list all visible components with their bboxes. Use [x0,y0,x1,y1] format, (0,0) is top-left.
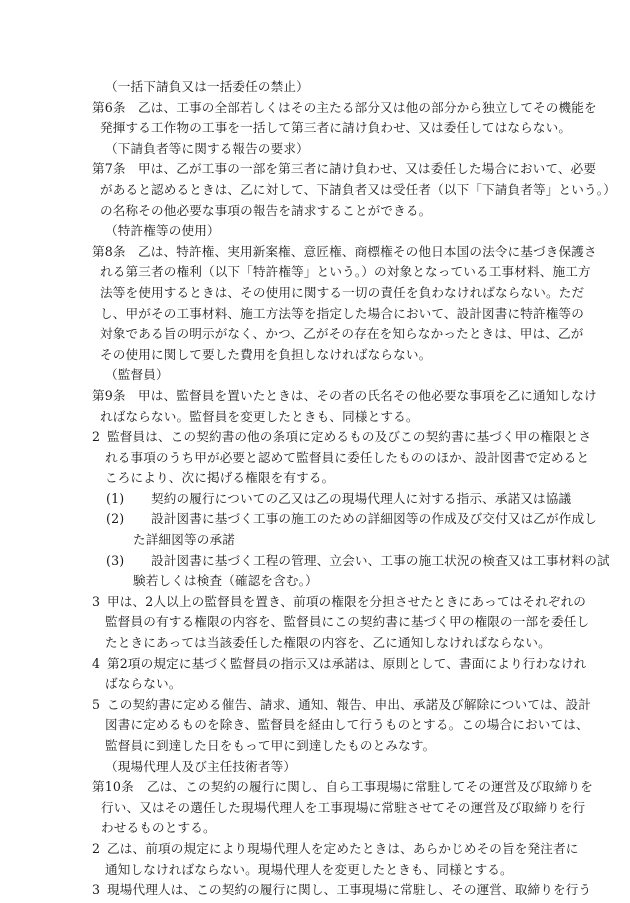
article-8-line: 対象である旨の明示がなく、かつ、乙がその存在を知らなかったときは、甲は、乙が [100,326,584,342]
paragraph-text [107,695,591,757]
article-9-item-1 [92,489,572,510]
article-8-caption: （特許権等の使用） [105,223,220,239]
article-10-paragraph-2 [92,839,579,880]
paragraph-text [107,839,579,880]
paragraph-line: 監督員は、この契約書の他の条項に定めるもの及びこの契約書に基づく甲の権限とさ [107,429,592,445]
paragraph-line: 甲は、2人以上の監督員を置き、前項の権限を分担させたときにあってはそれぞれの [107,593,587,609]
paragraph-line: 現場代理人は、この契約の履行に関し、工事現場に常駐し、その運営、取締りを行う [107,882,592,898]
paragraph-line: 通知しなければならない。現場代理人を変更したときも、同様とする。 [105,861,513,877]
item-number: (1) [106,490,125,506]
article-8-line: 法等を使用するときは、その使用に関する一切の責任を負わなければならない。ただ [100,284,585,300]
item-line: 験若しくは検査（確認を含む。） [133,573,318,589]
article-10-line: 乙は、この契約の履行に関し、自ら工事現場に常駐してその運営及び取締りを [147,779,594,795]
item-text [133,551,610,592]
paragraph-number: 5 [92,696,101,712]
article-6-caption: （一括下請負又は一括委任の禁止） [105,79,309,94]
paragraph-line: この契約書に定める催告、請求、通知、報告、申出、承諾及び解除については、設計 [107,696,592,712]
article-8-line: し、甲がその工事材料、施工方法等を指定した場合において、設計図書に特許権等の [100,305,585,321]
article-7-caption: （下請負者等に関する報告の要求） [105,140,309,156]
paragraph-line: ばならない。 [105,676,182,692]
paragraph-line: 監督員に到達した日をもって甲に到達したものとみなす。 [105,738,436,753]
article-6-line: 発揮する工作物の工事を一括して第三者に請け負わせ、又は委任してはならない。 [100,120,572,136]
article-10-caption: （現場代理人及び主任技術者等） [105,758,297,774]
paragraph-number: 4 [92,655,101,671]
item-line: 設計図書に基づく工事の施工のための詳細図等の作成及び交付又は乙が作成し [151,511,598,527]
paragraph-text [107,654,586,695]
article-10-line: 行い、又はその選任した現場代理人を工事現場に常駐させてその運営及び取締りを行 [101,799,586,815]
article-8-line: れる第三者の権利（以下「特許権等」という。）の対象となっている工事材料、施工方 [100,264,591,280]
paragraph-line: ころにより、次に掲げる権限を有する。 [105,470,335,486]
article-7-line: 甲は、乙が工事の一部を第三者に請け負わせ、又は委任した場合において、必要 [138,161,597,177]
article-10 [92,777,594,839]
article-9-line: 甲は、監督員を置いたときは、その者の氏名その他必要な事項を乙に通知しなけ [138,387,597,403]
paragraph-line: 乙は、前項の規定により現場代理人を定めたときは、あらかじめその旨を発注者に [107,840,579,856]
article-9-caption: （監督員） [105,367,169,383]
article-9-paragraph-2 [92,427,592,489]
article-9-paragraph-4 [92,654,587,695]
article-6-label: 第6条 [92,99,126,115]
article-9-line: ればならない。監督員を変更したときも、同様とする。 [100,408,419,424]
item-number: (2) [106,511,125,527]
article-9 [92,386,597,427]
item-line: た詳細図等の承諾 [133,532,235,548]
item-line: 設計図書に基づく工程の管理、立会い、工事の施工状況の検査又は工事材料の試 [151,552,610,568]
article-8-line: その使用に関して要した費用を負担しなければならない。 [100,346,432,362]
item-text [133,509,598,550]
article-10-label: 第10条 [92,779,134,795]
item-number: (3) [106,552,125,568]
article-7 [92,159,616,221]
paragraph-number: 2 [92,840,101,856]
paragraph-text [107,427,591,489]
paragraph-line: 第2項の規定に基づく監督員の指示又は承諾は、原則として、書面により行わなけれ [107,655,587,671]
document-page [92,77,616,901]
article-8 [92,242,597,366]
item-text [151,489,571,510]
paragraph-number: 3 [92,593,101,609]
article-7-line: の名称その他必要な事項の報告を請求することができる。 [100,202,432,218]
paragraph-line: れる事項のうち甲が必要と認めて監督員に委任したもののほか、設計図書で定めると [105,449,590,465]
article-9-item-3 [92,551,610,592]
paragraph-text [107,592,589,654]
article-7-label: 第7条 [92,161,126,177]
article-8-line: 乙は、特許権、実用新案権、意匠権、商標権その他日本国の法令に基づき保護さ [138,243,597,259]
paragraph-line: 図書に定めるものを除き、監督員を経由して行うものとする。この場合においては、 [105,717,589,733]
article-10-line: わせるものとする。 [101,820,216,836]
paragraph-line: 監督員の有する権限の内容を、監督員にこの契約書に基づく甲の権限の一部を委任し [105,614,590,630]
paragraph-number: 3 [92,882,101,898]
paragraph-number: 2 [92,429,101,445]
article-10-paragraph-3 [92,880,592,901]
paragraph-text [107,880,591,901]
article-6-line: 乙は、工事の全部若しくはその主たる部分又は他の部分から独立してその機能を [138,99,597,115]
paragraph-line: たときにあっては当該委任した権限の内容を、乙に通知しなければならない。 [105,635,551,651]
article-9-paragraph-3 [92,592,590,654]
item-line: 契約の履行についての乙又は乙の現場代理人に対する指示、承諾又は協議 [151,490,572,506]
article-9-paragraph-5 [92,695,592,757]
article-9-label: 第9条 [92,387,126,403]
article-6 [92,98,597,139]
article-7-line: があると認めるときは、乙に対して、下請負者又は受任者（以下「下請負者等」という。） [100,181,616,197]
article-8-label: 第8条 [92,243,126,259]
article-9-item-2 [92,509,598,550]
